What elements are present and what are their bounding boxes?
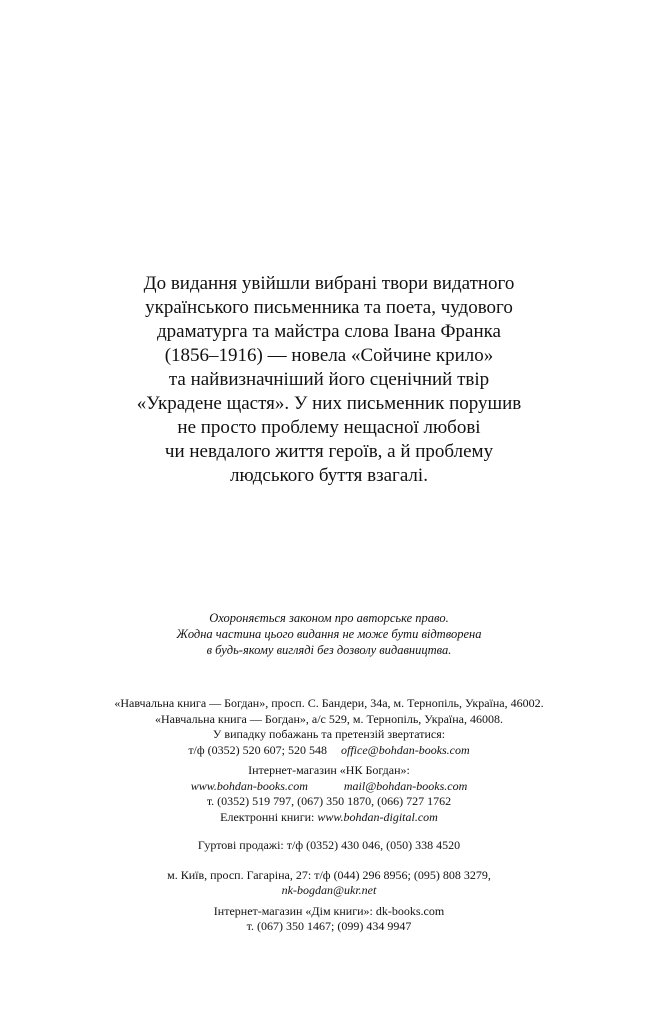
- ebooks-line: [40, 810, 618, 826]
- annotation-line: українського письменника та поета, чудового: [145, 297, 513, 318]
- publisher-imprint: [40, 696, 618, 935]
- annotation-line: та найвизначніший його сценічний твір: [168, 369, 490, 390]
- annotation-line: (1856–1916) — новела «Сойчине крило»: [164, 345, 494, 366]
- ebooks-label: Електронні книги:: [220, 809, 315, 824]
- annotation-line: людського буття взагалі.: [230, 465, 428, 486]
- copyright-line: Жодна частина цього видання не може бути відтворена: [176, 627, 482, 641]
- contact-note: У випадку побажань та претензій звертатися:: [212, 727, 446, 741]
- shop-links: [40, 779, 618, 795]
- annotation-line: чи невдалого життя героїв, а й проблему: [164, 441, 494, 462]
- shop-title: Інтернет-магазин «НК Богдан»:: [248, 763, 410, 777]
- shop-email-link[interactable]: mail@bohdan-books.com: [343, 778, 468, 793]
- copyright-line: в будь-якому вигляді без дозволу видавництва.: [206, 643, 452, 657]
- annotation-line: не просто проблему нещасної любові: [177, 417, 481, 438]
- dim-knyhy-phones: т. (067) 350 1467; (099) 434 9947: [246, 919, 412, 933]
- contact-email-link[interactable]: office@bohdan-books.com: [341, 742, 470, 757]
- annotation-line: До видання увійшли вибрані твори видатного: [143, 273, 515, 294]
- wholesale-contacts: Гуртові продажі: т/ф (0352) 430 046, (050) 338 4520: [197, 838, 461, 852]
- book-annotation: [60, 272, 598, 488]
- shop-website-link[interactable]: www.bohdan-books.com: [190, 778, 308, 793]
- dim-knyhy-title: Інтернет-магазин «Дім книги»: dk-books.com: [213, 903, 445, 918]
- annotation-line: «Украдене щастя». У них письменник порушив: [136, 393, 522, 414]
- ebooks-website-link[interactable]: www.bohdan-digital.com: [317, 809, 438, 824]
- contact-line: [40, 743, 618, 759]
- publisher-address: «Навчальна книга — Богдан», просп. С. Бандери, 34а, м. Тернопіль, Україна, 46002.: [114, 696, 544, 710]
- kyiv-address: м. Київ, просп. Гагаріна, 27: т/ф (044) 296 8956; (095) 808 3279,: [167, 867, 491, 882]
- contact-phone: т/ф (0352) 520 607; 520 548: [188, 742, 327, 757]
- kyiv-email-link[interactable]: nk-bogdan@ukr.net: [281, 883, 377, 897]
- copyright-line: Охороняється законом про авторське право.: [209, 611, 449, 625]
- shop-phones: т. (0352) 519 797, (067) 350 1870, (066) 727 1762: [206, 794, 452, 808]
- annotation-line: драматурга та майстра слова Івана Франка: [157, 321, 501, 342]
- kyiv-email-line: [40, 883, 618, 899]
- copyright-notice: [60, 610, 598, 658]
- publisher-postal-address: «Навчальна книга — Богдан», а/с 529, м. Тернопіль, Україна, 46008.: [155, 711, 503, 726]
